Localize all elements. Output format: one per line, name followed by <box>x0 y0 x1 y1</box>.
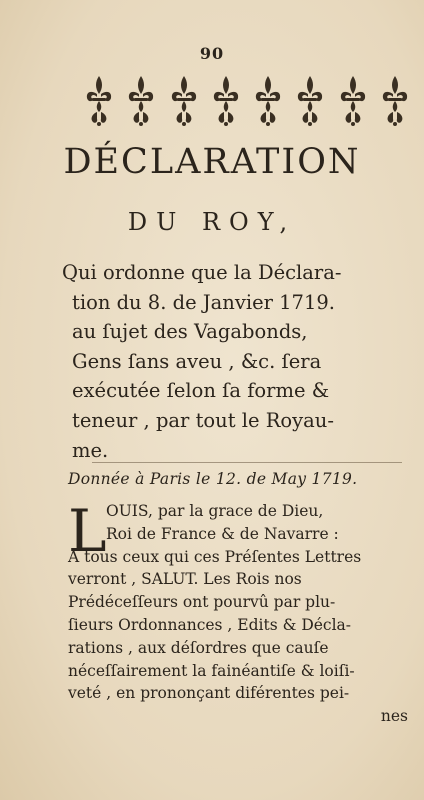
summary-line: teneur , par tout le Royau- <box>72 408 334 432</box>
summary-block <box>62 258 412 465</box>
body-line: néceſſairement la fainéantiſe & loiſi- <box>68 661 355 680</box>
page-title: DÉCLARATION <box>63 142 361 182</box>
drop-cap: L <box>68 497 107 565</box>
summary-line: tion du 8. de Janvier 1719. <box>72 290 335 314</box>
fleur-de-lis-icon <box>124 72 158 128</box>
fleur-de-lis-icon <box>251 72 285 128</box>
page-number: 90 <box>199 44 225 63</box>
body-line: Roi de France & de Navarre : <box>106 524 339 543</box>
body-line: Prédéceſſeurs ont pourvû par plu- <box>68 593 336 612</box>
fleur-de-lis-icon <box>293 72 327 128</box>
fleuron-band <box>82 72 412 128</box>
body-line: OUIS, par la grace de Dieu, <box>106 502 324 520</box>
fleur-de-lis-icon <box>378 72 412 128</box>
body-text <box>68 497 408 728</box>
body-line: rations , aux déſordres que cauſe <box>68 638 329 657</box>
summary-line: au ſujet des Vagabonds, <box>72 320 308 344</box>
fleur-de-lis-icon <box>336 72 370 128</box>
separator-rule <box>92 462 402 463</box>
body-line: verront , SALUT. Les Rois nos <box>68 570 302 589</box>
fleur-de-lis-icon <box>209 72 243 128</box>
summary-line: Gens ſans aveu , &c. ſera <box>72 349 322 373</box>
page-subtitle: DU ROY, <box>127 208 297 236</box>
body-text-block <box>68 497 408 780</box>
body-line: A tous ceux qui ces Préſentes Lettres <box>68 547 362 566</box>
body-line: ſieurs Ordonnances , Edits & Décla- <box>68 615 352 634</box>
summary-line: exécutée ſelon ſa forme & <box>72 379 330 403</box>
summary-line: Qui ordonne que la Déclara- <box>62 261 342 284</box>
fleur-de-lis-icon <box>167 72 201 128</box>
summary-line: me. <box>72 438 109 462</box>
body-line: veté , en prononçant diférentes pei- <box>68 684 350 703</box>
body-line: nes <box>380 707 408 726</box>
fleur-de-lis-icon <box>82 72 116 128</box>
dateline: Donnée à Paris le 12. de May 1719. <box>68 470 358 488</box>
